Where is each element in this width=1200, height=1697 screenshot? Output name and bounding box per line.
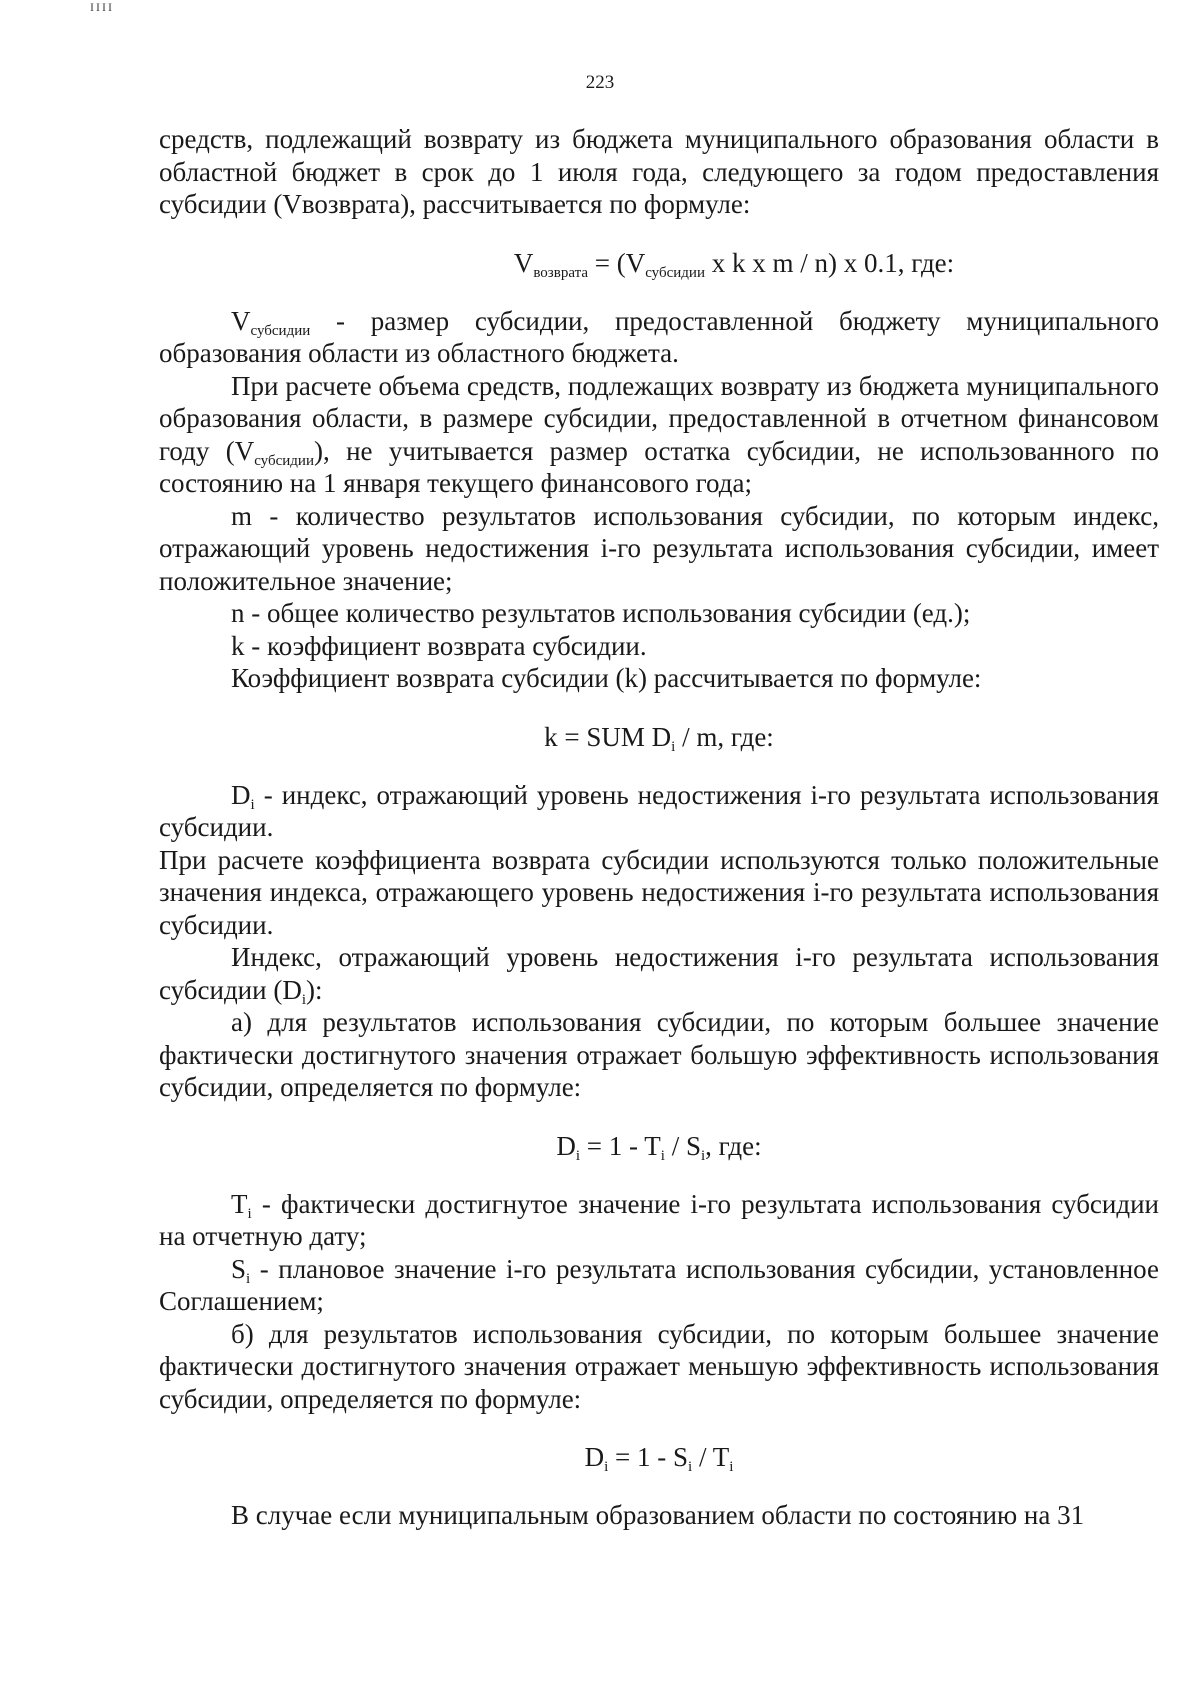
paragraph-case-b: б) для результатов использования субсидии, по которым большее значение фактически достигнутого значения отражает меньшую эффективность использования субсидии, определяется по формуле:: [159, 1318, 1159, 1414]
paragraph-m-definition: m - количество результатов использования субсидии, по которым индекс, отражающий уровень недостижения i-го результата использования субсидии, имеет положительное значение;: [159, 500, 1159, 596]
formula-1-sub-subsidy: субсидии: [645, 264, 705, 281]
formula-d-case-b: [159, 1441, 1159, 1473]
paragraph-n-definition: n - общее количество результатов использования субсидии (ед.);: [231, 598, 971, 628]
p3-sub: субсидии: [254, 452, 314, 469]
formula-3-sub2: i: [660, 1147, 665, 1164]
page-number: 223: [585, 72, 615, 93]
p3-before: При расчете объема средств, подлежащих возврату из бюджета муниципального образования области, в размере субсидии, предоставленной в отчетном финансовом году (V: [159, 370, 1159, 466]
paragraph-k-intro: Коэффициент возврата субсидии (k) рассчитывается по формуле:: [231, 663, 982, 693]
p12-sub: i: [247, 1205, 252, 1222]
p3-after: ), не учитывается размер остатка субсидии, не использованного по состоянию на 1 января текущего финансового года;: [159, 435, 1159, 498]
paragraph-case-a: а) для результатов использования субсидии, по которым большее значение фактически достигнутого значения отражает большую эффективность использования субсидии, определяется по формуле:: [159, 1007, 1159, 1102]
paragraph-k-definition: k - коэффициент возврата субсидии.: [231, 630, 647, 661]
formula-1-sub-return: возврата: [533, 264, 588, 281]
scan-corner-mark: IIII: [90, 0, 114, 14]
p10-sub: i: [301, 991, 306, 1008]
p2-sub: субсидии: [250, 322, 311, 339]
formula-d-case-a: [159, 1130, 1159, 1162]
paragraph-s-definition: [159, 1253, 1159, 1318]
p12-t: T: [231, 1188, 248, 1219]
formula-1-eq: = (V: [587, 247, 646, 278]
formula-3-mid2: / S: [664, 1130, 701, 1161]
document-body: [159, 123, 1159, 1532]
formula-2-before: k = SUM D: [544, 721, 672, 752]
formula-k: [159, 721, 1159, 753]
formula-3-end: , где:: [705, 1130, 762, 1161]
p10-before: Индекс, отражающий уровень недостижения i-го результата использования субсидии (D: [159, 942, 1159, 1005]
paragraph-1: средств, подлежащий возврату из бюджета муниципального образования области в областной бюджет в срок до 1 июля года, следующего за годом предоставления субсидии (Vвозврата), рассчитывается по формуле:: [159, 124, 1159, 219]
p10-after: ):: [306, 974, 323, 1005]
formula-2-after: / m, где:: [675, 721, 774, 752]
p2-v: V: [231, 305, 251, 336]
p8-d: D: [231, 779, 251, 810]
paragraph-index-intro: [159, 941, 1159, 1006]
formula-4-mid2: / T: [692, 1442, 730, 1472]
p12-text: - фактически достигнутое значение i-го результата использования субсидии на отчетную дату;: [159, 1188, 1159, 1251]
formula-return-volume: [159, 247, 1159, 279]
formula-4-sub2: i: [688, 1459, 693, 1475]
formula-3-mid1: = 1 - T: [580, 1130, 661, 1161]
p13-s: S: [231, 1253, 247, 1284]
formula-3-sub1: i: [575, 1147, 581, 1164]
paragraph-final: В случае если муниципальным образованием области по состоянию на 31: [231, 1500, 1085, 1530]
p8-text: - индекс, отражающий уровень недостижения i-го результата использования субсидии.: [159, 779, 1159, 842]
paragraph-calculation-note: [159, 370, 1159, 500]
formula-1-v: V: [513, 247, 534, 278]
formula-2-sub: i: [671, 738, 676, 755]
paragraph-d-definition: [159, 779, 1159, 844]
p8-sub: i: [250, 796, 255, 813]
formula-1-rest: x k x m / n) x 0.1, где:: [704, 247, 955, 278]
formula-3-d: D: [556, 1130, 576, 1161]
p13-text: - плановое значение i-го результата использования субсидии, установленное Соглашением;: [159, 1253, 1159, 1316]
formula-3-sub3: i: [700, 1147, 706, 1164]
paragraph-v-subsidy: [159, 305, 1159, 370]
p13-sub: i: [246, 1270, 251, 1287]
formula-4-d: D: [584, 1442, 605, 1472]
paragraph-t-definition: [159, 1188, 1159, 1253]
formula-4-sub3: i: [729, 1459, 734, 1475]
p2-text: - размер субсидии, предоставленной бюджету муниципального образования области из областного бюджета.: [159, 305, 1159, 368]
formula-4-sub1: i: [604, 1459, 609, 1475]
formula-4-mid1: = 1 - S: [608, 1442, 689, 1472]
paragraph-positive-values: При расчете коэффициента возврата субсидии используются только положительные значения индекса, отражающего уровень недостижения i-го результата использования субсидии.: [159, 844, 1159, 940]
